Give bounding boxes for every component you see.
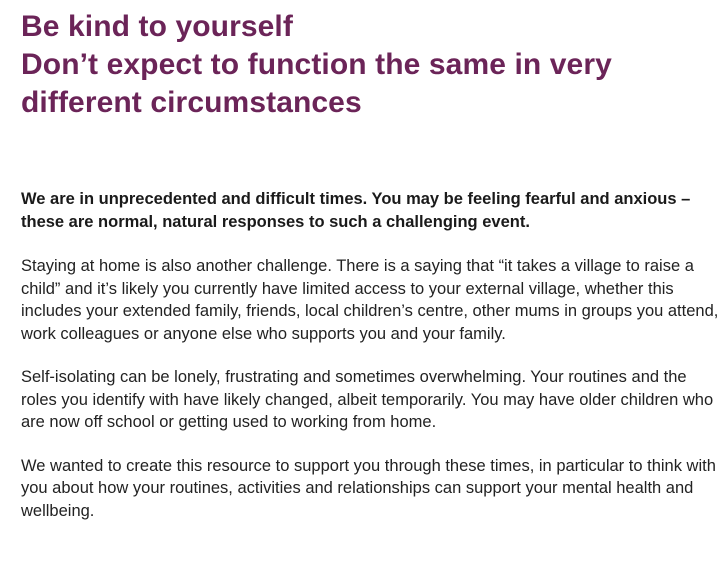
- heading-subtitle: Don’t expect to function the same in very different circumstances: [21, 48, 612, 119]
- document-page: [21, 8, 721, 522]
- intro-paragraph: We are in unprecedented and difficult times. You may be feeling fearful and anxious – these are normal, natural responses to such a challenging event.: [21, 190, 691, 231]
- body-paragraph-resource: We wanted to create this resource to support you through these times, in particular to think with you about how your routines, activities and relationships can support your mental health and wellbeing.: [21, 456, 716, 520]
- page-heading: [21, 8, 721, 122]
- heading-title: Be kind to yourself: [21, 10, 293, 43]
- body-paragraph-village: Staying at home is also another challenge. There is a saying that “it takes a village to raise a child” and it’s likely you currently have limited access to your external village, whether this includes your extended family, friends, local children’s centre, other mums in groups you attend, work colleagues or anyone else who supports you and your family.: [21, 257, 719, 343]
- body-paragraph-self-isolating: Self-isolating can be lonely, frustrating and sometimes overwhelming. Your routines and the roles you identify with have likely changed, albeit temporarily. You may have older children who are now off school or getting used to working from home.: [21, 368, 714, 431]
